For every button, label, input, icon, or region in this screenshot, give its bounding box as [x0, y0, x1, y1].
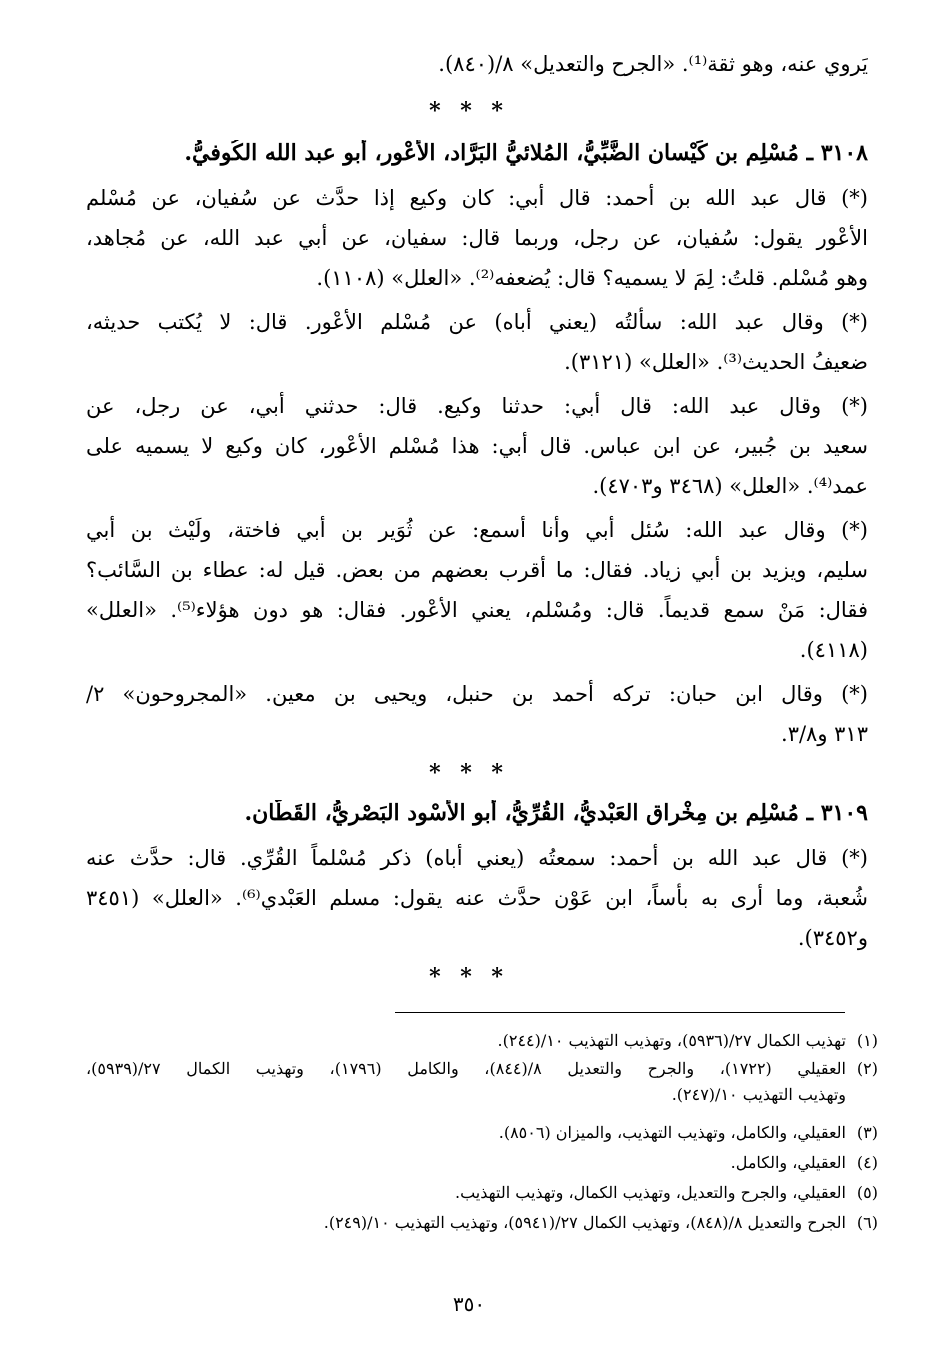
- text-line: ٣١٣ و٣/٨.: [781, 722, 868, 746]
- text-line: و٣٤٥٢).: [797, 926, 868, 950]
- footnote-number: (٤): [856, 1153, 878, 1172]
- section-separator: * * *: [429, 98, 509, 124]
- text-line: وهو مُسْلم. قلتُ: لِمَ لا يسميه؟ قال: يُضعفه⁽²⁾. «العلل» (١١٠٨).: [316, 266, 868, 290]
- footnote-text: العقيلي، والكامل، وتهذيب التهذيب، والميزان (٨٥٠٦).: [498, 1123, 846, 1142]
- text-line: (*) وقال ابن حبان: تركه أحمد بن حنبل، ويحيى بن معين. «المجروحون» ٢/: [86, 682, 868, 706]
- section-separator: * * *: [429, 964, 509, 990]
- text-line: سعيد بن جُبير، عن ابن عباس. قال أبي: هذا مُسْلم الأعْور، كان وكيع لا يسميه على: [86, 434, 868, 458]
- text-line: فقال: مَنْ سمع قديماً. قال: ومُسْلم، يعني الأعْور. فقال: هو دون هؤلاء⁽⁵⁾. «العلل»: [86, 598, 868, 622]
- text-line: (*) وقال عبد الله: قال أبي: حدثنا وكيع. قال: حدثني أبي، عن رجل، عن: [86, 394, 868, 418]
- entry-heading-3108: ٣١٠٨ ـ مُسْلِم بن كَيْسان الضَّبِّيُّ، المُلائيُّ البَرَّاد، الأعْور، أبو عبد الله الكُوفيُّ.: [184, 140, 868, 166]
- text-line: (*) قال عبد الله بن أحمد: قال أبي: كان وكيع إذا حدَّث عن سُفيان، عن مُسْلم: [86, 186, 868, 210]
- text-line: يَروي عنه، وهو ثقة⁽¹⁾. «الجرح والتعديل» ٨/(٨٤٠).: [438, 52, 868, 76]
- footnote-number: (٦): [856, 1213, 878, 1232]
- text-line: الأعْور يقول: سُفيان، عن رجل، وربما قال: سفيان، عن أبي عبد الله، عن مُجاهد،: [86, 226, 868, 250]
- text-line: سليم، ويزيد بن أبي زياد. فقال: ما أقرب بعضهم من بعض. قيل له: عطاء بن السَّائب؟: [86, 558, 868, 582]
- page-number: ٣٥٠: [452, 1292, 486, 1316]
- text-line: شُعبة، وما أرى به بأساً، ابن عَوْن حدَّث عنه يقول: مسلم العَبْدي⁽⁶⁾. «العلل» (٣٤٥١: [86, 886, 868, 910]
- footnote-number: (٣): [856, 1123, 878, 1142]
- text-line: (٤١١٨).: [799, 638, 868, 662]
- entry-heading-3109: ٣١٠٩ ـ مُسْلِم بن مِخْراق العَبْديُّ، القُرِّيُّ، أبو الأسْود البَصْريُّ، القَطَّان.: [244, 800, 868, 826]
- footnote-text: العقيلي، والجرح والتعديل، وتهذيب الكمال، وتهذيب التهذيب.: [454, 1183, 846, 1202]
- footnote-text: العقيلي، والكامل.: [730, 1153, 846, 1172]
- text-line: عمد⁽⁴⁾. «العلل» (٣٤٦٨ و٤٧٠٣).: [592, 474, 868, 498]
- footnote-number: (١): [856, 1031, 878, 1050]
- footnote-number: (٥): [856, 1183, 878, 1202]
- text-line: (*) قال عبد الله بن أحمد: سمعتُه (يعني أباه) ذكر مُسْلماً القُرِّي. قال: حدَّث عنه: [86, 846, 868, 870]
- footnote-text: الجرح والتعديل ٨/(٨٤٨)، وتهذيب الكمال ٢٧/(٥٩٤١)، وتهذيب التهذيب ١٠/(٢٤٩).: [323, 1213, 846, 1232]
- footnote-number: (٢): [856, 1059, 878, 1078]
- section-separator: * * *: [429, 760, 509, 786]
- text-line: ضعيفُ الحديث⁽³⁾. «العلل» (٣١٢١).: [564, 350, 868, 374]
- footnote-text: تهذيب الكمال ٢٧/(٥٩٣٦)، وتهذيب التهذيب ١٠/(٢٤٤).: [497, 1031, 846, 1050]
- text-line: (*) وقال عبد الله: سُئل أبي وأنا أسمع: عن ثُوَير بن أبي فاختة، ولَيْث بن أبي: [86, 518, 868, 542]
- footnote-text: العقيلي (١٧٢٢)، والجرح والتعديل ٨/(٨٤٤)، والكامل (١٧٩٦)، وتهذيب الكمال ٢٧/(٥٩٣٩)،: [86, 1059, 846, 1078]
- footnote-rule: [395, 1012, 845, 1013]
- text-line: (*) وقال عبد الله: سألتُه (يعني أباه) عن مُسْلم الأعْور. قال: لا يُكتب حديثه،: [86, 310, 868, 334]
- footnote-text: وتهذيب التهذيب ١٠/(٢٤٧).: [671, 1085, 846, 1104]
